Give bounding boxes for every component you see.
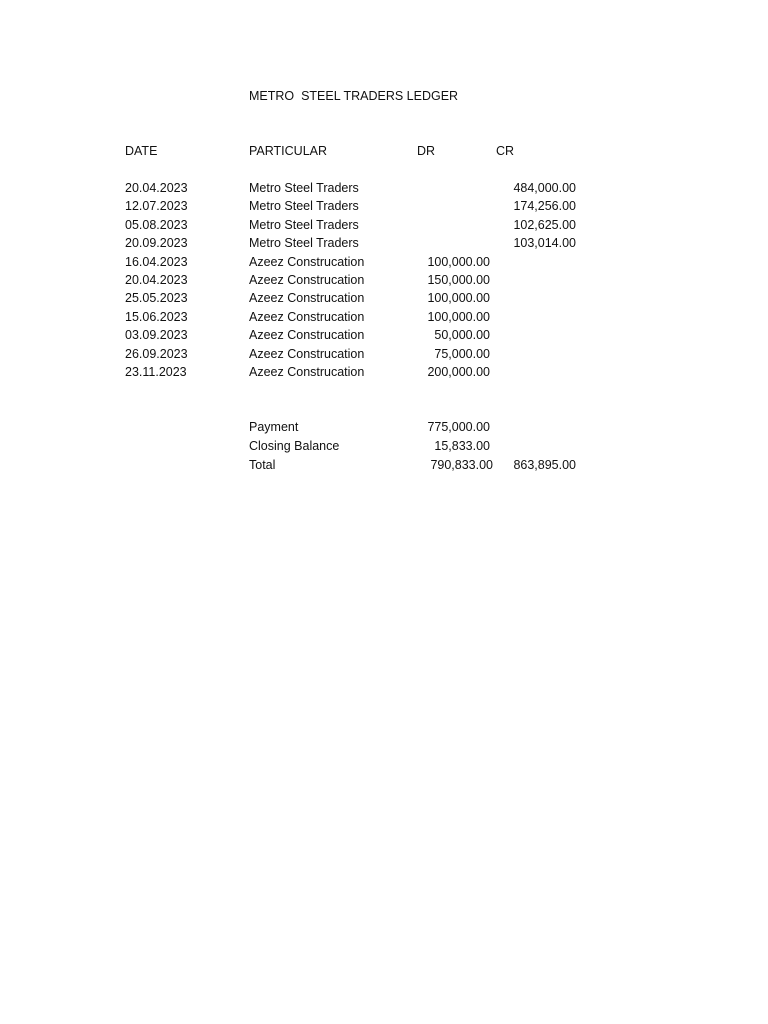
closing-balance-row	[0, 438, 768, 457]
entry-particular: Azeez Construcation	[249, 364, 365, 379]
ledger-row	[0, 364, 768, 382]
total-row	[0, 457, 768, 476]
total-dr: 790,833.00	[430, 457, 493, 472]
entry-dr: 200,000.00	[427, 364, 490, 379]
closing-balance-label: Closing Balance	[249, 438, 340, 453]
entry-cr: 484,000.00	[513, 181, 576, 195]
ledger-row	[0, 180, 768, 198]
entry-dr: 150,000.00	[427, 272, 490, 287]
entry-cr: 103,014.00	[513, 236, 576, 251]
entry-date: 25.05.2023	[125, 291, 188, 306]
entry-date: 20.09.2023	[125, 236, 188, 251]
entry-date: 12.07.2023	[125, 199, 188, 214]
ledger-row	[0, 346, 768, 364]
ledger-row	[0, 198, 768, 216]
entry-particular: Metro Steel Traders	[249, 217, 359, 232]
entry-date: 16.04.2023	[125, 254, 188, 269]
header-date: DATE	[125, 144, 158, 158]
ledger-row	[0, 235, 768, 253]
total-cr: 863,895.00	[513, 457, 576, 472]
entry-particular: Azeez Construcation	[249, 309, 365, 324]
entry-date: 15.06.2023	[125, 309, 188, 324]
entry-date: 20.04.2023	[125, 272, 188, 287]
header-particular: PARTICULAR	[249, 144, 328, 158]
ledger-summary	[0, 419, 768, 475]
total-label: Total	[249, 457, 276, 472]
payment-dr: 775,000.00	[427, 420, 490, 434]
ledger-entries	[0, 180, 768, 382]
entry-dr: 100,000.00	[427, 309, 490, 324]
entry-particular: Azeez Construcation	[249, 291, 365, 306]
payment-label: Payment	[249, 420, 299, 434]
entry-dr: 100,000.00	[427, 291, 490, 306]
entry-particular: Azeez Construcation	[249, 272, 365, 287]
ledger-row	[0, 290, 768, 308]
closing-balance-dr: 15,833.00	[434, 438, 490, 453]
entry-particular: Metro Steel Traders	[249, 236, 359, 251]
entry-particular: Azeez Construcation	[249, 328, 365, 343]
ledger-row	[0, 309, 768, 327]
ledger-title: METRO STEEL TRADERS LEDGER	[249, 89, 459, 103]
entry-date: 26.09.2023	[125, 346, 188, 361]
entry-particular: Metro Steel Traders	[249, 199, 359, 214]
ledger-row	[0, 254, 768, 272]
entry-date: 23.11.2023	[125, 364, 187, 379]
entry-dr: 75,000.00	[434, 346, 490, 361]
entry-dr: 100,000.00	[427, 254, 490, 269]
entry-dr: 50,000.00	[434, 328, 490, 343]
entry-date: 20.04.2023	[125, 181, 188, 195]
ledger-row	[0, 272, 768, 290]
entry-cr: 174,256.00	[513, 199, 576, 214]
entry-date: 05.08.2023	[125, 217, 188, 232]
ledger-row	[0, 217, 768, 235]
header-dr: DR	[417, 144, 436, 158]
entry-particular: Azeez Construcation	[249, 254, 365, 269]
payment-row	[0, 419, 768, 438]
entry-cr: 102,625.00	[513, 217, 576, 232]
entry-particular: Azeez Construcation	[249, 346, 365, 361]
entry-particular: Metro Steel Traders	[249, 181, 359, 195]
header-cr: CR	[496, 144, 515, 158]
entry-date: 03.09.2023	[125, 328, 188, 343]
ledger-row	[0, 327, 768, 345]
